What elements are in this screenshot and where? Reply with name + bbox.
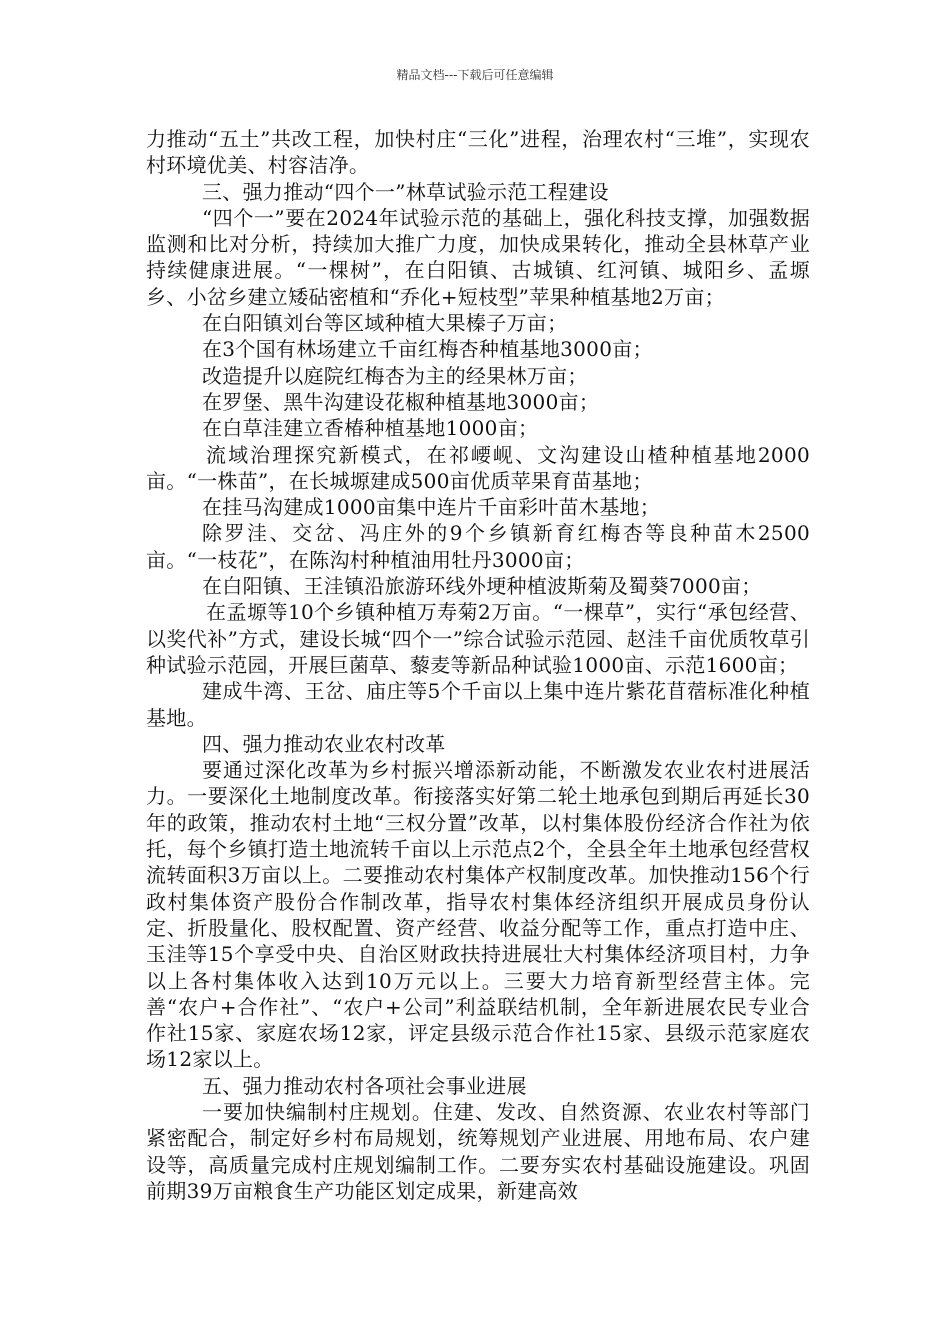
paragraph: 在白草洼建立香椿种植基地1000亩； xyxy=(202,416,539,441)
section-heading-5: 五、强力推动农村各项社会事业进展 xyxy=(202,1073,527,1098)
document-body xyxy=(146,126,810,1204)
section-heading-4: 四、强力推动农业农村改革 xyxy=(202,731,446,756)
paragraph: 力推动“五土”共改工程，加快村庄“三化”进程，治理农村“三堆”，实现农村环境优美、村容洁净。 xyxy=(146,127,810,178)
paragraph: 一要加快编制村庄规划。住建、发改、自然资源、农业农村等部门紧密配合，制定好乡村布局规划，统筹规划产业进展、用地布局、农户建设等，高质量完成村庄规划编制工作。二要夯实农村基础设施建设。巩固前期39万亩粮食生产功能区划定成果，新建高效 xyxy=(146,1099,810,1203)
paragraph: 流域治理探究新模式，在祁崾岘、文沟建设山楂种植基地2000亩。“一株苗”，在长城塬建成500亩优质苹果育苗基地； xyxy=(146,442,810,493)
paragraph: 要通过深化改革为乡村振兴增添新动能，不断激发农业农村进展活力。一要深化土地制度改革。衔接落实好第二轮土地承包到期后再延长30年的政策，推动农村土地“三权分置”改革，以村集体股份经济合作社为依托，每个乡镇打造土地流转千亩以上示范点2个，全县全年土地承包经营权流转面积3万亩以上。二要推动农村集体产权制度改革。加快推动156个行政村集体资产股份合作制改革，指导农村集体经济组织开展成员身份认定、折股量化、股权配置、资产经营、收益分配等工作，重点打造中庄、玉洼等15个享受中央、自治区财政扶持进展壮大村集体经济项目村，力争以上各村集体收入达到10万元以上。三要大力培育新型经营主体。完善“农户+合作社”、“农户+公司”利益联结机制，全年新进展农民专业合作社15家、家庭农场12家，评定县级示范合作社15家、县级示范家庭农场12家以上。 xyxy=(146,758,810,1072)
paragraph: 在白阳镇、王洼镇沿旅游环线外埂种植波斯菊及蜀葵7000亩； xyxy=(202,574,762,599)
paragraph: 在孟塬等10个乡镇种植万寿菊2万亩。“一棵草”，实行“承包经营、以奖代补”方式，建设长城“四个一”综合试验示范园、赵洼千亩优质牧草引种试验示范园，开展巨菌草、藜麦等新品种试验1000亩、示范1600亩； xyxy=(146,600,810,677)
paragraph: 在白阳镇刘台等区域种植大果榛子万亩； xyxy=(202,311,568,336)
paragraph: 建成牛湾、王岔、庙庄等5个千亩以上集中连片紫花苜蓿标准化种植基地。 xyxy=(146,679,810,730)
paragraph: 在罗堡、黑牛沟建设花椒种植基地3000亩； xyxy=(202,389,600,414)
paragraph: 在挂马沟建成1000亩集中连片千亩彩叶苗木基地； xyxy=(202,495,661,520)
paragraph: 改造提升以庭院红梅杏为主的经果林万亩； xyxy=(202,363,588,388)
page-header: 精品文档---下载后可任意编辑 xyxy=(396,68,554,82)
paragraph: “四个一”要在2024年试验示范的基础上，强化科技支撑，加强数据监测和比对分析，持续加大推广力度，加快成果转化，推动全县林草产业持续健康进展。“一棵树”，在白阳镇、古城镇、红河镇、城阳乡、孟塬乡、小岔乡建立矮砧密植和“乔化+短枝型”苹果种植基地2万亩； xyxy=(146,205,810,309)
paragraph: 除罗洼、交岔、冯庄外的9个乡镇新育红梅杏等良种苗木2500亩。“一枝花”，在陈沟村种植油用牡丹3000亩； xyxy=(146,521,810,572)
section-heading-3: 三、强力推动“四个一”林草试验示范工程建设 xyxy=(202,179,609,204)
paragraph: 在3个国有林场建立千亩红梅杏种植基地3000亩； xyxy=(202,337,653,362)
